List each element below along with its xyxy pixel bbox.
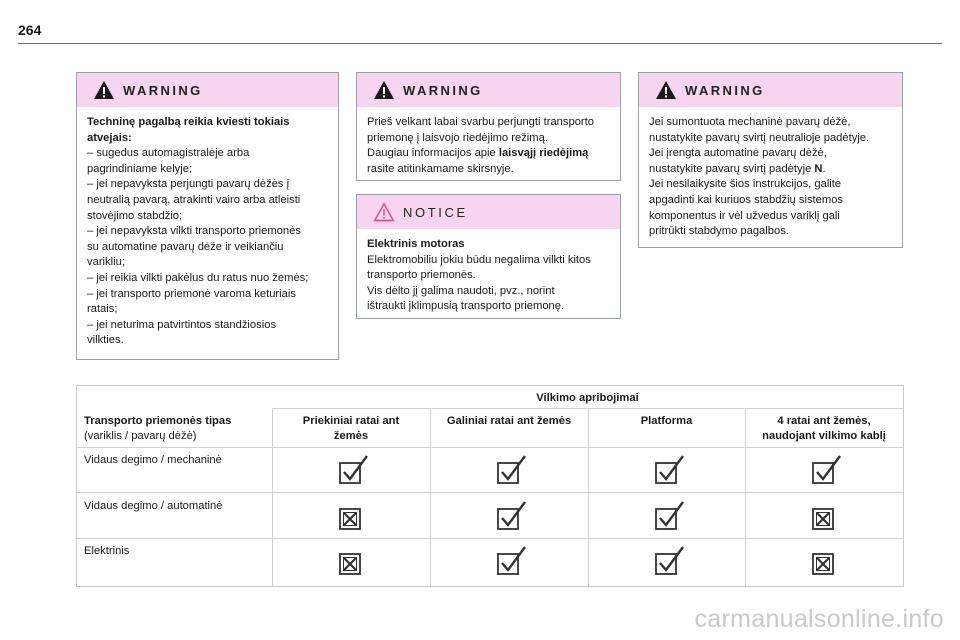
column-header-front-wheels: [272, 414, 430, 444]
allowed-check-icon: [653, 500, 685, 532]
warning-heading: Techninę pagalbą reikia kviesti tokiais atvejais:: [87, 116, 290, 144]
notice-line: ištraukti įklimpusią transporto priemonę.: [367, 300, 565, 313]
column-header-line: Galiniai ratai ant žemės: [446, 415, 572, 427]
page-number: 264: [18, 22, 42, 38]
warning-title: WARNING: [403, 83, 483, 98]
warning-line: Jei sumontuota mechaninė pavarų dėžė,: [649, 116, 851, 128]
forbidden-cross-icon: [810, 500, 842, 532]
notice-box-electric-motor: [356, 194, 621, 319]
allowed-check-icon: [495, 500, 527, 532]
warning-text: Daugiau informacijos apie: [367, 147, 499, 160]
warning-line: – jei nepavyksta perjungti pavarų dėžės į: [87, 178, 290, 191]
warning-line: ratais;: [87, 303, 118, 316]
warning-header: [77, 73, 338, 107]
forbidden-cross-icon: [337, 545, 369, 577]
column-header-rear-wheels: [430, 414, 588, 429]
column-header-line: Priekiniai ratai ant: [302, 415, 400, 427]
notice-header: [357, 195, 620, 229]
notice-title: NOTICE: [403, 205, 468, 220]
warning-header: [357, 73, 620, 107]
warning-box-freewheel: [356, 72, 621, 181]
allowed-check-icon: [495, 545, 527, 577]
warning-line: [649, 162, 892, 178]
warning-line: nustatykite pavarų svirtį neutralioje padėtyje.: [649, 131, 870, 144]
table-divider: [430, 408, 431, 586]
table-divider: [77, 538, 903, 539]
warning-line: stovėjimo stabdžio;: [87, 209, 183, 222]
warning-line: su automatine pavarų dėže ir veikiančiu: [87, 240, 284, 253]
warning-text: nustatykite pavarų svirtį padėtyje: [649, 162, 815, 175]
warning-line: rasite atitinkamame skirsnyje.: [367, 162, 514, 175]
warning-line: vilkties.: [87, 334, 124, 347]
warning-line: varikliu;: [87, 256, 125, 269]
freewheel-link-text: laisvąjį riedėjimą: [498, 147, 589, 160]
warning-title: WARNING: [685, 83, 765, 98]
table-divider: [588, 408, 589, 586]
table-divider: [77, 492, 903, 493]
notice-line: Elektromobiliu jokiu būdu negalima vilkti kitos: [367, 253, 591, 266]
allowed-check-icon: [495, 454, 527, 486]
table-group-header: Vilkimo apribojimai: [536, 392, 639, 404]
warning-box-towing-assistance: [76, 72, 339, 360]
warning-line: – jei neturima patvirtintos standžiosios: [87, 318, 277, 331]
notice-heading: Elektrinis motoras: [367, 238, 465, 250]
row-header-title-text: Transporto priemonės tipas: [84, 415, 232, 427]
warning-line: neutralią pavarą, atrakinti vairo arba atleisti: [87, 193, 301, 206]
gear-position-n: N: [814, 162, 823, 175]
row-label-electric: Elektrinis: [84, 545, 130, 557]
header-rule: [18, 43, 942, 44]
warning-line: – jei reikia vilkti pakėlus du ratus nuo žemės;: [87, 271, 309, 284]
warning-header: [639, 73, 902, 107]
warning-line: – sugedus automagistralėje arba: [87, 147, 250, 160]
row-label-ice-automatic: Vidaus degimo / automatinė: [84, 500, 223, 512]
notice-line: Vis dėlto jį galima naudoti, pvz., norint: [367, 284, 555, 297]
warning-line: pagrindiniame kelyje;: [87, 162, 193, 175]
warning-line: Prieš velkant labai svarbu perjungti transporto: [367, 116, 594, 128]
allowed-check-icon: [653, 545, 685, 577]
warning-line: apgadinti kai kuriuos stabdžių sistemos: [649, 193, 844, 206]
column-header-platform: [588, 414, 745, 429]
row-header-subtitle: (variklis / pavarų dėžė): [84, 430, 197, 442]
column-header-line: naudojant vilkimo kablį: [762, 430, 886, 442]
warning-triangle-icon: [373, 80, 395, 100]
warning-line: – jei transporto priemonė varoma keturiais: [87, 287, 296, 300]
forbidden-cross-icon: [810, 545, 842, 577]
allowed-check-icon: [653, 454, 685, 486]
warning-triangle-icon: [655, 80, 677, 100]
table-divider: [77, 447, 903, 448]
warning-line: – jei nepavyksta vilkti transporto priemonės: [87, 225, 301, 238]
column-header-line: žemės: [333, 430, 369, 442]
warning-line: priemonę į laisvojo riedėjimo režimą.: [367, 131, 548, 144]
allowed-check-icon: [810, 454, 842, 486]
watermark: carmanualsonline.info: [694, 605, 944, 633]
forbidden-cross-icon: [337, 500, 369, 532]
row-header-title: [84, 414, 269, 444]
column-header-line: Platforma: [640, 415, 693, 427]
column-header-line: 4 ratai ant žemės,: [777, 415, 871, 427]
warning-line: pritrūkti stabdymo pagalbos.: [649, 225, 789, 238]
row-label-ice-manual: Vidaus degimo / mechaninė: [84, 454, 222, 466]
warning-box-gearbox-neutral: [638, 72, 903, 248]
warning-line: komponentus ir vėl užvedus variklį gali: [649, 209, 840, 222]
warning-line: [367, 146, 610, 162]
notice-line: transporto priemonės.: [367, 269, 476, 282]
towing-restrictions-table: [76, 385, 904, 587]
warning-line: Jei nesilaikysite šios instrukcijos, galite: [649, 178, 842, 191]
warning-triangle-icon: [93, 80, 115, 100]
allowed-check-icon: [337, 454, 369, 486]
notice-triangle-icon: [373, 202, 395, 222]
column-header-four-wheels: [745, 414, 903, 444]
warning-line: Jei įrengta automatinė pavarų dėžė,: [649, 147, 827, 160]
warning-title: WARNING: [123, 83, 203, 98]
warning-text: .: [822, 162, 826, 175]
